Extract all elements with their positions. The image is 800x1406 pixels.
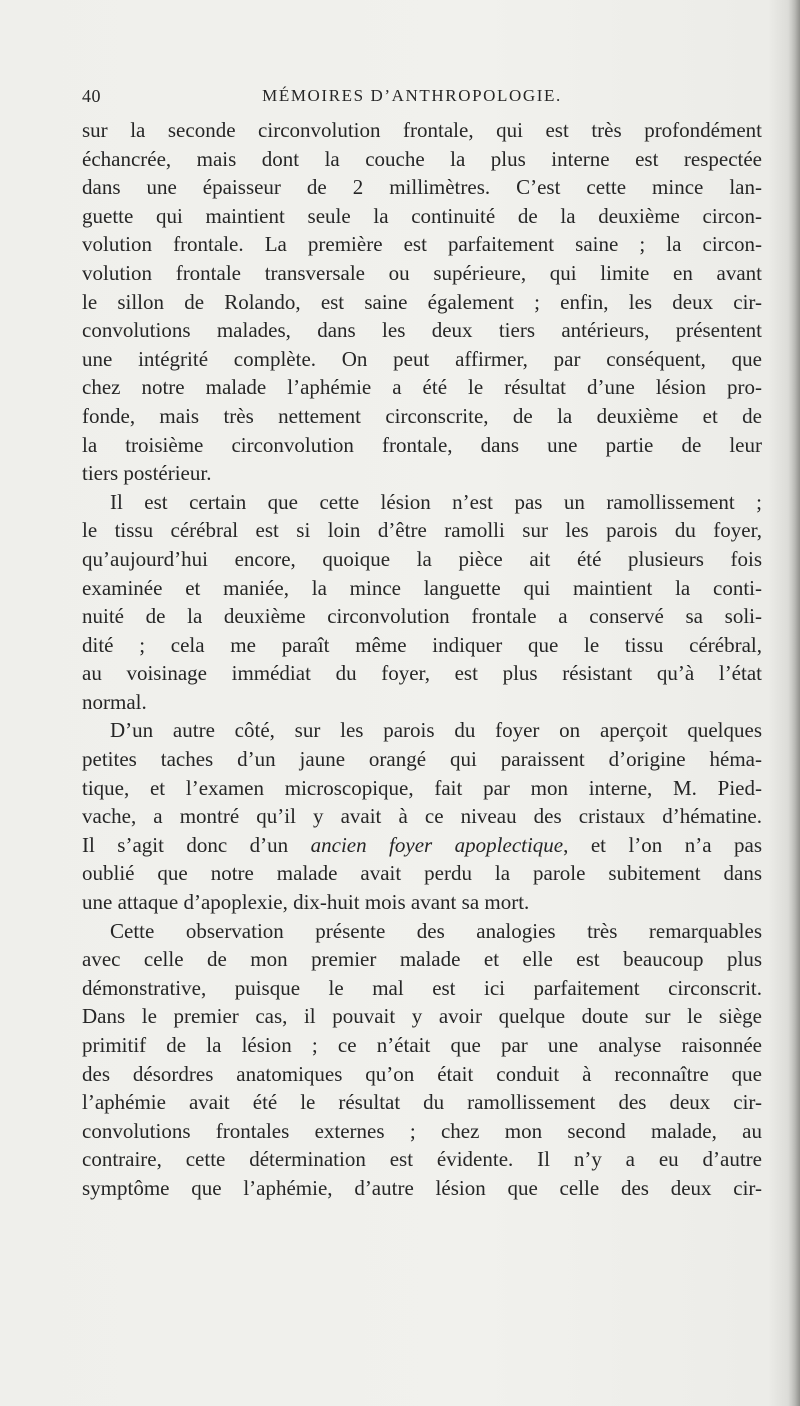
text-line: au voisinage immédiat du foyer, est plus résistant qu’à l’état <box>82 661 762 686</box>
text-run: Il s’agit donc d’un <box>82 832 311 857</box>
text-line: avec celle de mon premier malade et elle est beaucoup plus <box>82 947 762 972</box>
text-line: chez notre malade l’aphémie a été le résultat d’une lésion pro- <box>82 375 762 400</box>
text-line: qu’aujourd’hui encore, quoique la pièce ait été plusieurs fois <box>82 546 762 571</box>
text-line: vache, a montré qu’il y avait à ce niveau des cristaux d’hématine. <box>82 804 762 829</box>
text-line: des désordres anatomiques qu’on était conduit à reconnaître que <box>82 1061 762 1086</box>
text-line: échancrée, mais dont la couche la plus interne est respectée <box>82 146 762 171</box>
text-line: volution frontale. La première est parfaitement saine ; la circon- <box>82 232 762 257</box>
text-line: convolutions malades, dans les deux tiers antérieurs, présentent <box>82 318 762 343</box>
text-line: une attaque d’apoplexie, dix-huit mois avant sa mort. <box>82 890 530 915</box>
running-title: MÉMOIRES D’ANTHROPOLOGIE. <box>262 86 562 105</box>
text-line: tiers postérieur. <box>82 461 212 486</box>
text-line: Cette observation présente des analogies très remarquables <box>110 918 762 943</box>
text-line: primitif de la lésion ; ce n’était que par une analyse raisonnée <box>82 1033 762 1057</box>
italic-phrase: ancien foyer apoplectique <box>310 832 564 857</box>
text-line: dité ; cela me paraît même indiquer que le tissu cérébral, <box>82 632 762 657</box>
text-line <box>82 831 762 860</box>
text-line: oublié que notre malade avait perdu la parole subitement dans <box>82 861 762 886</box>
text-line: dans une épaisseur de 2 millimètres. C’est cette mince lan- <box>82 175 762 200</box>
text-line: une intégrité complète. On peut affirmer, par conséquent, que <box>82 346 762 371</box>
text-line: Dans le premier cas, il pouvait y avoir quelque doute sur le siège <box>82 1004 762 1029</box>
text-line: contraire, cette détermination est évidente. Il n’y a eu d’autre <box>82 1147 762 1172</box>
body-text <box>82 116 762 1203</box>
text-line: la troisième circonvolution frontale, dans une partie de leur <box>82 432 762 457</box>
text-line: tique, et l’examen microscopique, fait par mon interne, M. Pied- <box>82 775 762 800</box>
text-line: le sillon de Rolando, est saine également ; enfin, les deux cir- <box>82 289 762 314</box>
text-line: nuité de la deuxième circonvolution frontale a conservé sa soli- <box>82 604 762 629</box>
text-line: démonstrative, puisque le mal est ici parfaitement circonscrit. <box>82 975 762 1000</box>
text-line: l’aphémie avait été le résultat du ramollissement des deux cir- <box>82 1090 762 1115</box>
text-line: fonde, mais très nettement circonscrite, de la deuxième et de <box>82 403 762 428</box>
text-line: sur la seconde circonvolution frontale, qui est très profondément <box>82 118 762 142</box>
text-line: le tissu cérébral est si loin d’être ramolli sur les parois du foyer, <box>82 518 762 543</box>
text-line: Il est certain que cette lésion n’est pas un ramollissement ; <box>110 489 762 514</box>
text-line: petites taches d’un jaune orangé qui paraissent d’origine héma- <box>82 747 762 772</box>
text-line: examinée et maniée, la mince languette qui maintient la conti- <box>82 575 762 600</box>
text-run: , et l’on n’a pas <box>563 832 762 857</box>
text-line: convolutions frontales externes ; chez mon second malade, au <box>82 1118 762 1143</box>
page-number: 40 <box>82 86 101 106</box>
text-line: guette qui maintient seule la continuité de la deuxième circon- <box>82 203 762 228</box>
text-line: symptôme que l’aphémie, d’autre lésion que celle des deux cir- <box>82 1175 762 1200</box>
page-edge-shadow <box>788 0 800 1406</box>
running-head <box>82 86 742 114</box>
text-line: normal. <box>82 689 147 714</box>
text-line: D’un autre côté, sur les parois du foyer on aperçoit quelques <box>110 718 762 743</box>
text-line: volution frontale transversale ou supérieure, qui limite en avant <box>82 260 762 285</box>
